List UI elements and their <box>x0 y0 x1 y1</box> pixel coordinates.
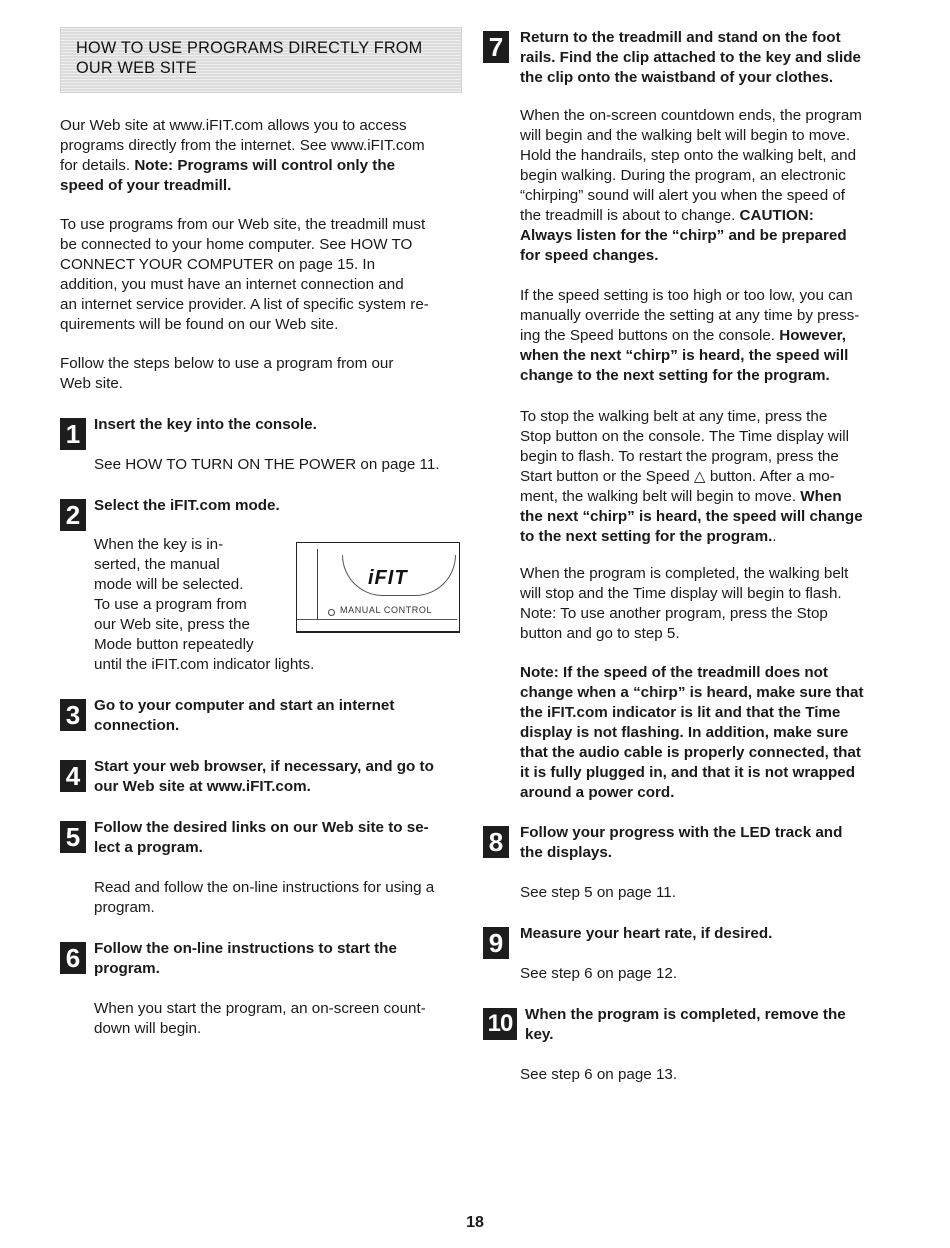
step-7-note: Note: If the speed of the treadmill does not change when a “chirp” is heard, make sure that the iFIT.com indicator is lit and that the Time display is not flashing. In addition, make sure that the audio cable is properly connected, that it is fully plugged in, and that it is not wrapped around a power cord. <box>520 664 864 801</box>
section-heading-line-2: OUR WEB SITE <box>76 59 197 77</box>
step-2-title: Select the iFIT.com mode. <box>94 497 280 514</box>
step-7-paragraph-3: To stop the walking belt at any time, press the Stop button on the console. The Time display will begin to flash. To restart the program, press the Start button or the Speed △ button. After a mo- ment, the walking belt will begin to move. When the next “chirp” is heard, the speed will change to the next setting for the program.. <box>520 408 863 545</box>
intro-paragraph-3: Follow the steps below to use a program from our Web site. <box>60 355 394 392</box>
step-8-body: See step 5 on page 11. <box>520 884 676 901</box>
step-3-number: 3 <box>60 699 86 731</box>
step-7-paragraph-1: When the on-screen countdown ends, the program will begin and the walking belt will begin to move. Hold the handrails, step onto the walking belt, and begin walking. During the program, an electronic “chirping” sound will alert you when the speed of the treadmill is about to change. CAUTION: Always listen for the “chirp” and be prepared for speed changes. <box>520 107 862 264</box>
ifit-logo: iFIT <box>368 567 408 589</box>
step-4-title: Start your web browser, if necessary, and go to our Web site at www.iFIT.com. <box>94 758 434 795</box>
step-7-title: Return to the treadmill and stand on the foot rails. Find the clip attached to the key and slide the clip onto the waistband of your clothes. <box>520 29 861 86</box>
step-9-number: 9 <box>483 927 509 959</box>
manual-control-label: MANUAL CONTROL <box>340 605 433 615</box>
console-illustration <box>296 542 460 633</box>
intro-paragraph-1: Our Web site at www.iFIT.com allows you to access programs directly from the internet. See www.iFIT.com for details. Note: Programs will control only the speed of your treadmill. <box>60 117 425 194</box>
section-heading-line-1: HOW TO USE PROGRAMS DIRECTLY FROM <box>76 39 423 57</box>
step-4-number: 4 <box>60 760 86 792</box>
step-8-title: Follow your progress with the LED track and the displays. <box>520 824 843 861</box>
step-5-title: Follow the desired links on our Web site to se- lect a program. <box>94 819 429 856</box>
step-1-number: 1 <box>60 418 86 450</box>
section-heading <box>60 27 462 93</box>
step-7-paragraph-2: If the speed setting is too high or too low, you can manually override the setting at any time by press- ing the Speed buttons on the console. However, when the next “chirp” is heard, the speed will change to the next setting for the program. <box>520 287 860 384</box>
step-3-title: Go to your computer and start an internet connection. <box>94 697 395 734</box>
intro-paragraph-2: To use programs from our Web site, the treadmill must be connected to your home computer. See HOW TO CONNECT YOUR COMPUTER on page 15. In addition, you must have an internet connection and an internet service provider. A list of specific system re- quirements will be found on our Web site. <box>60 216 429 333</box>
step-5-body: Read and follow the on-line instructions for using a program. <box>94 879 435 916</box>
step-2-number: 2 <box>60 499 86 531</box>
step-6-title: Follow the on-line instructions to start the program. <box>94 940 397 977</box>
step-9-body: See step 6 on page 12. <box>520 965 678 982</box>
step-2-body: When the key is in- serted, the manual mode will be selected. To use a program from our Web site, press the Mode button repeatedly until the iFIT.com indicator lights. <box>94 536 315 673</box>
step-5-number: 5 <box>60 821 86 853</box>
step-6-body: When you start the program, an on-screen count- down will begin. <box>94 1000 426 1037</box>
step-9-title: Measure your heart rate, if desired. <box>520 925 773 942</box>
step-10-number: 10 <box>483 1008 517 1040</box>
step-1-body: See HOW TO TURN ON THE POWER on page 11. <box>94 456 440 473</box>
page-number: 18 <box>466 1214 484 1231</box>
indicator-light-icon <box>328 609 335 616</box>
step-1-title: Insert the key into the console. <box>94 416 317 433</box>
step-10-body: See step 6 on page 13. <box>520 1066 678 1083</box>
step-10-title: When the program is completed, remove the key. <box>525 1006 846 1043</box>
step-7-number: 7 <box>483 31 509 63</box>
step-7-paragraph-4: When the program is completed, the walking belt will stop and the Time display will begin to flash. Note: To use another program, press the Stop button and go to step 5. <box>520 565 849 642</box>
step-6-number: 6 <box>60 942 86 974</box>
step-8-number: 8 <box>483 826 509 858</box>
